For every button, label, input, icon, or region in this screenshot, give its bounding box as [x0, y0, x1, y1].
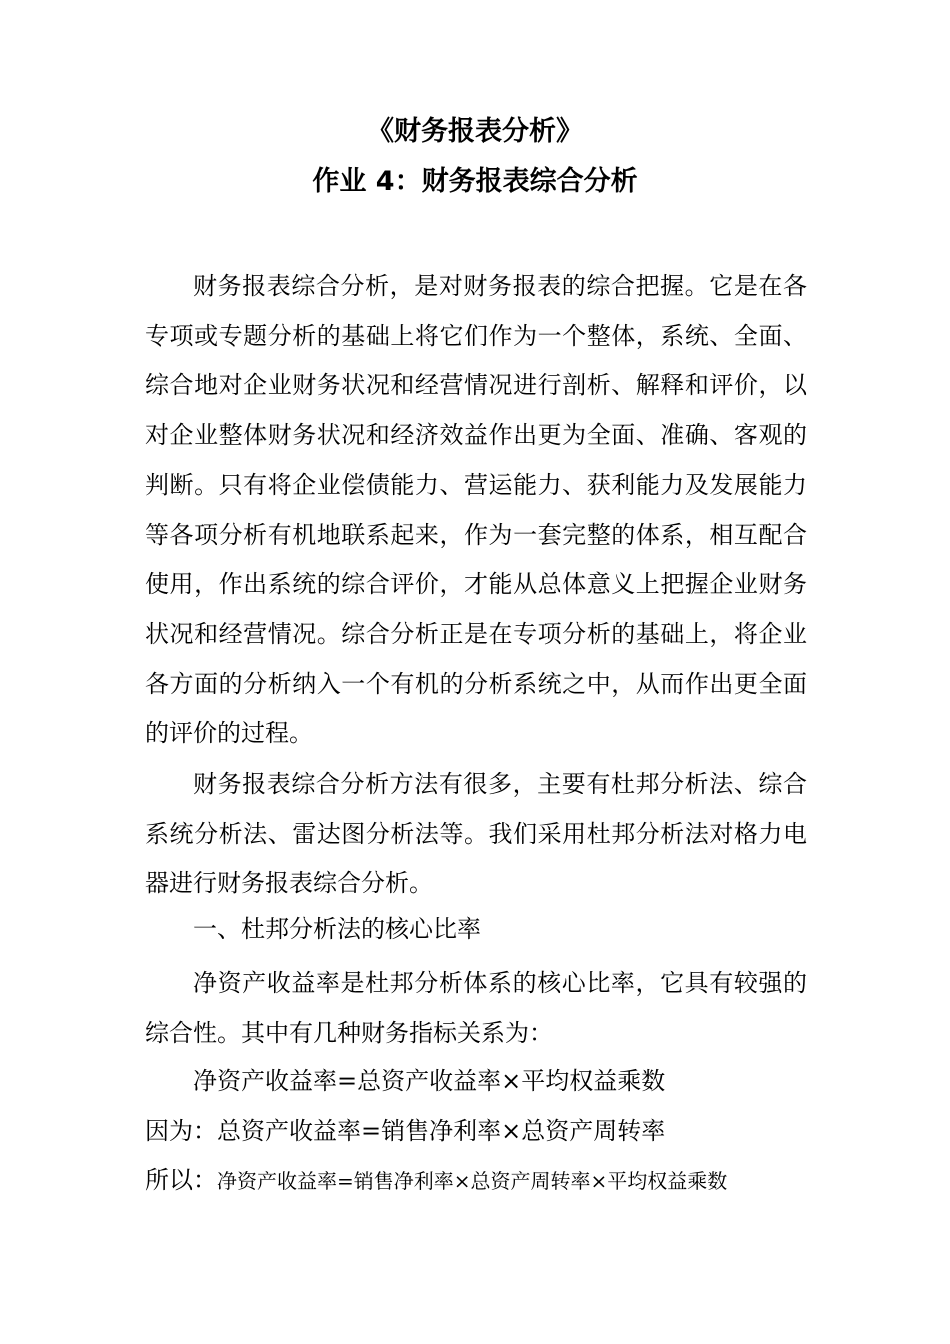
section-paragraph: 净资产收益率是杜邦分析体系的核心比率，它具有较强的综合性。其中有几种财务指标关系为：	[145, 969, 807, 1047]
formula-dupont-prefix: 所以：	[145, 1166, 217, 1194]
section-heading: 一、杜邦分析法的核心比率	[193, 915, 481, 943]
formula-dupont	[145, 1163, 727, 1198]
formula-roe: 净资产收益率=总资产收益率×平均权益乘数	[193, 1067, 666, 1095]
book-title: 《财务报表分析》	[367, 116, 583, 147]
formula-roa: 因为：总资产收益率=销售净利率×总资产周转率	[145, 1117, 666, 1145]
formula-dupont-body: 净资产收益率=销售净利率×总资产周转率×平均权益乘数	[217, 1169, 728, 1193]
method-paragraph: 财务报表综合分析方法有很多，主要有杜邦分析法、综合系统分析法、雷达图分析法等。我们采用杜邦分析法对格力电器进行财务报表综合分析。	[145, 770, 807, 898]
assignment-title: 作业 4：财务报表综合分析	[312, 166, 638, 197]
intro-paragraph: 财务报表综合分析，是对财务报表的综合把握。它是在各专项或专题分析的基础上将它们作为一个整体，系统、全面、综合地对企业财务状况和经营情况进行剖析、解释和评价，以对企业整体财务状况和经济效益作出更为全面、准确、客观的判断。只有将企业偿债能力、营运能力、获利能力及发展能力等各项分析有机地联系起来，作为一套完整的体系，相互配合使用，作出系统的综合评价，才能从总体意义上把握企业财务状况和经营情况。综合分析正是在专项分析的基础上，将企业各方面的分析纳入一个有机的分析系统之中，从而作出更全面的评价的过程。	[145, 272, 807, 748]
